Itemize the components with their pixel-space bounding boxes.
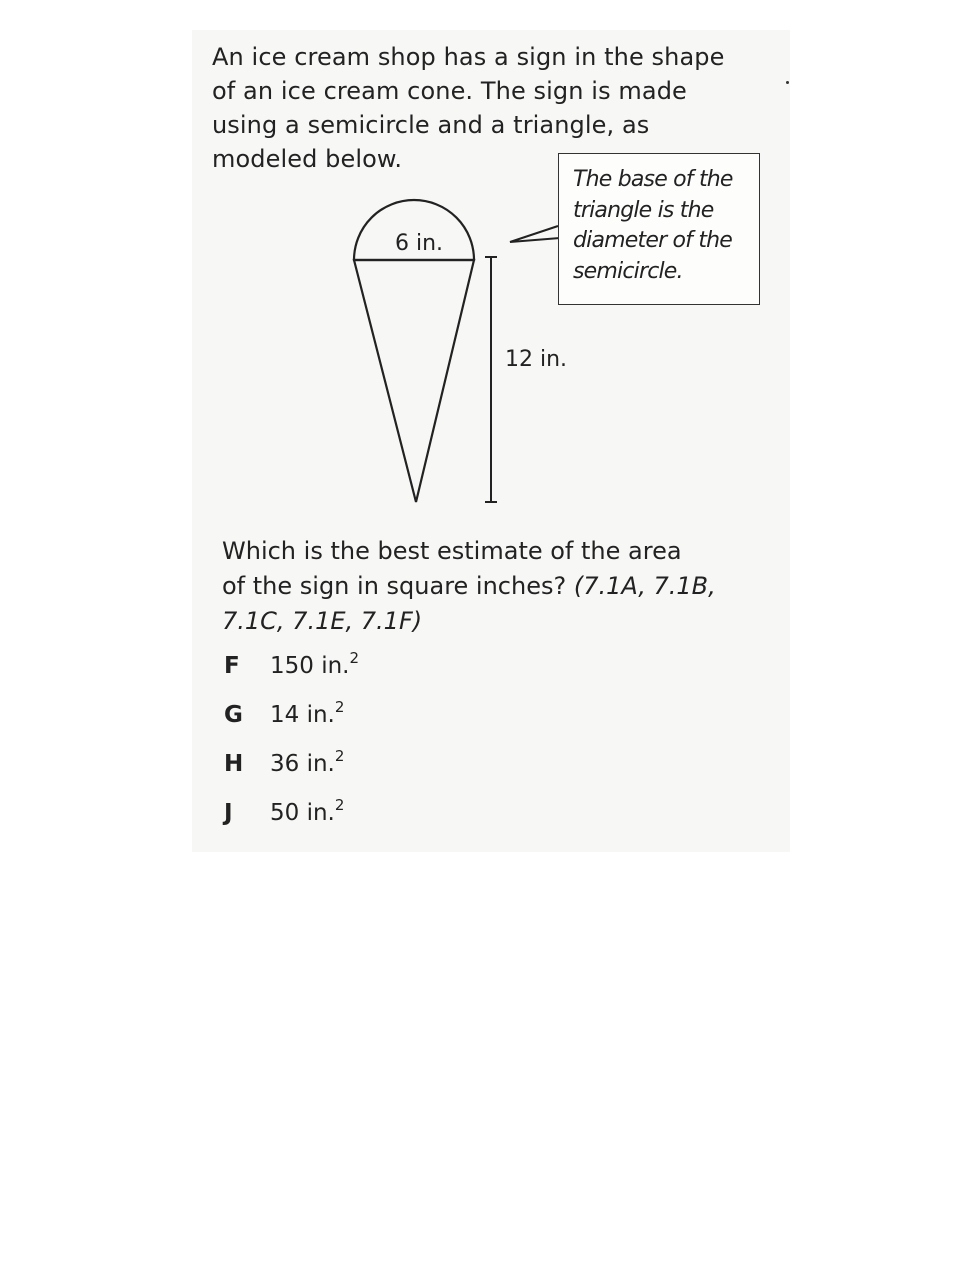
choice-letter: J bbox=[224, 800, 233, 826]
choice-letter: H bbox=[224, 751, 244, 777]
intro-line: An ice cream shop has a sign in the shape bbox=[212, 43, 725, 71]
question-line bbox=[222, 569, 782, 604]
choice-letter: G bbox=[224, 702, 243, 728]
diameter-label: 6 in. bbox=[395, 231, 444, 256]
choice-value: 150 in. bbox=[270, 653, 350, 679]
intro-line: modeled below. bbox=[212, 145, 403, 173]
intro-line: using a semicircle and a triangle, as bbox=[212, 111, 650, 139]
answer-choice-g[interactable] bbox=[224, 698, 345, 728]
choice-exponent: 2 bbox=[334, 698, 345, 716]
choice-value: 50 in. bbox=[270, 800, 335, 826]
choice-exponent: 2 bbox=[334, 747, 345, 765]
callout-line: The base of the bbox=[573, 167, 733, 192]
question-text bbox=[222, 534, 782, 639]
choice-value: 36 in. bbox=[270, 751, 335, 777]
scan-speck bbox=[786, 81, 789, 84]
choice-exponent: 2 bbox=[349, 649, 360, 667]
callout-line: triangle is the bbox=[573, 197, 714, 223]
choice-exponent: 2 bbox=[334, 796, 345, 814]
standards-ref-cont: 7.1C, 7.1E, 7.1F) bbox=[222, 607, 423, 635]
height-label: 12 in. bbox=[505, 347, 568, 372]
question-line: Which is the best estimate of the area bbox=[222, 537, 682, 565]
callout-line: diameter of the bbox=[573, 228, 733, 253]
ice-cream-cone-figure bbox=[330, 150, 570, 515]
choice-letter: F bbox=[224, 653, 240, 679]
callout-note bbox=[573, 165, 755, 287]
question-line-text: of the sign in square inches? bbox=[222, 572, 567, 600]
choice-value: 14 in. bbox=[270, 702, 335, 728]
standards-ref: (7.1A, 7.1B, bbox=[573, 572, 716, 600]
callout-line: semicircle. bbox=[573, 258, 683, 284]
answer-choice-f[interactable] bbox=[224, 649, 360, 679]
intro-line: of an ice cream cone. The sign is made bbox=[212, 77, 687, 105]
answer-choice-j[interactable] bbox=[224, 796, 345, 826]
answer-choice-h[interactable] bbox=[224, 747, 345, 777]
triangle-shape bbox=[354, 260, 474, 502]
callout-pointer bbox=[510, 226, 560, 242]
